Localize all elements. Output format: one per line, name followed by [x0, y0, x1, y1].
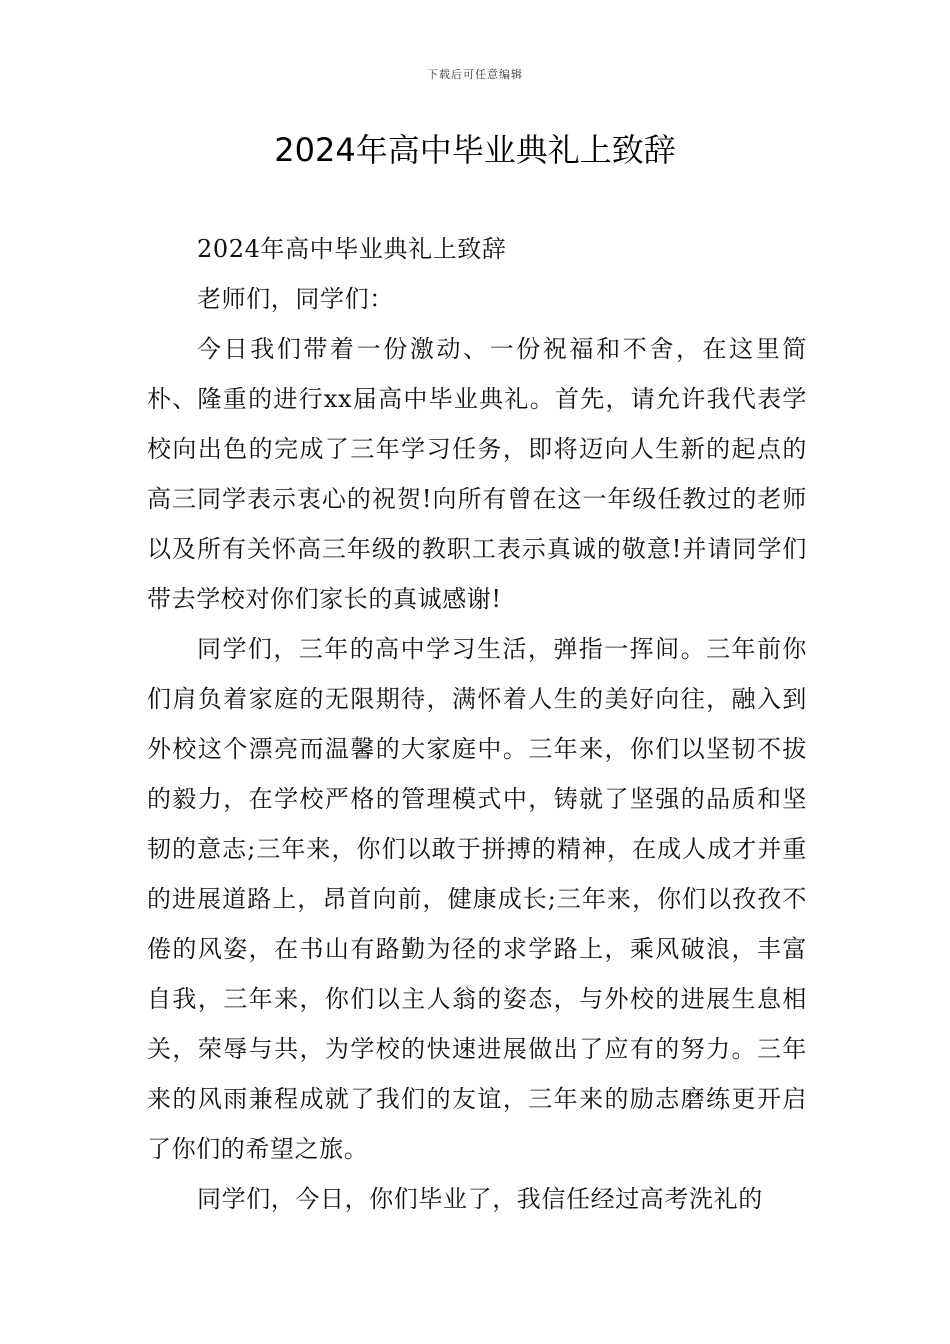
body-paragraph: 同学们，今日，你们毕业了，我信任经过高考洗礼的: [197, 1185, 763, 1213]
header-note: 下载后可任意编辑: [427, 68, 523, 81]
document-body: [147, 224, 807, 1224]
salutation-paragraph: 老师们，同学们：: [197, 285, 394, 313]
body-paragraph: 今日我们带着一份激动、一份祝福和不舍，在这里简朴、隆重的进行xx届高中毕业典礼。首先，请允许我代表学校向出色的完成了三年学习任务，即将迈向人生新的起点的高三同学表示衷心的祝贺!向所有曾在这一年级任教过的老师以及所有关怀高三年级的教职工表示真诚的敬意!并请同学们带去学校对你们家长的真诚感谢!: [147, 335, 807, 613]
body-subtitle-paragraph: 2024年高中毕业典礼上致辞: [197, 235, 507, 263]
document-title: 2024年高中毕业典礼上致辞: [274, 131, 676, 169]
body-paragraph: 同学们，三年的高中学习生活，弹指一挥间。三年前你们肩负着家庭的无限期待，满怀着人生的美好向往，融入到外校这个漂亮而温馨的大家庭中。三年来，你们以坚韧不拔的毅力，在学校严格的管理模式中，铸就了坚强的品质和坚韧的意志;三年来，你们以敢于拼搏的精神，在成人成才并重的进展道路上，昂首向前，健康成长;三年来，你们以孜孜不倦的风姿，在书山有路勤为径的求学路上，乘风破浪，丰富自我，三年来，你们以主人翁的姿态，与外校的进展生息相关，荣辱与共，为学校的快速进展做出了应有的努力。三年来的风雨兼程成就了我们的友谊，三年来的励志磨练更开启了你们的希望之旅。: [147, 635, 807, 1163]
